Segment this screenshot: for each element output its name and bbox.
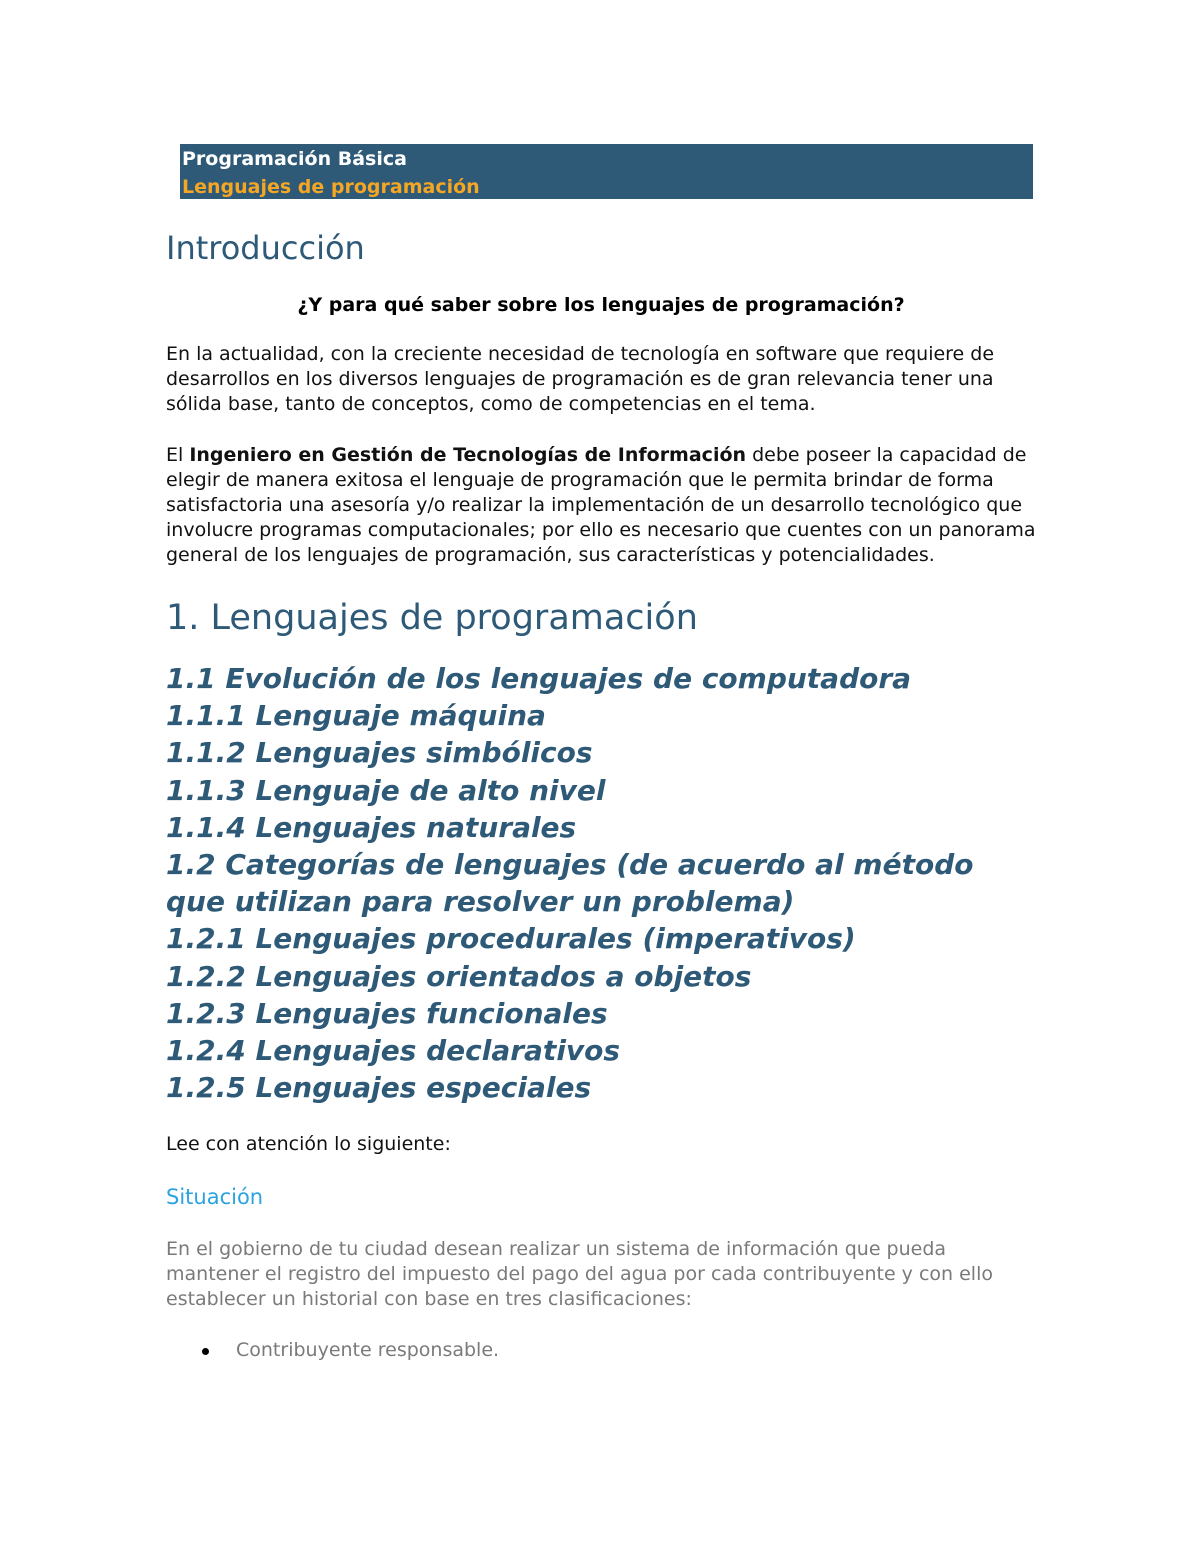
toc-item-1-1-1: 1.1.1 Lenguaje máquina: [166, 699, 546, 733]
paragraph-2-rest: debe poseer la capacidad de elegir de manera exitosa el lenguaje de programación que le permita brindar de forma satisfactoria una asesoría y/o realizar la implementación de un desarrollo tecnológico que involucre programas computacionales; por ello es necesario que cuentes con un panorama general de los lenguajes de programación, sus características y potencialidades.: [166, 444, 1036, 566]
paragraph-2-prefix: El: [166, 444, 190, 466]
bullet-icon: [202, 1348, 209, 1355]
course-title: Programación Básica: [182, 148, 407, 170]
situation-text: En el gobierno de tu ciudad desean realizar un sistema de información que pueda mantener el registro del impuesto del pago del agua por cada contribuyente y con ello establecer un historial con base en tres clasificaciones:: [166, 1238, 993, 1311]
intro-paragraph-1: En la actualidad, con la creciente necesidad de tecnología en software que requiere de desarrollos en los diversos lenguajes de programación es de gran relevancia tener una sólida base, tanto de conceptos, como de competencias en el tema.: [166, 343, 995, 415]
document-header: [180, 144, 1033, 199]
toc-item-1-2-2: 1.2.2 Lenguajes orientados a objetos: [166, 959, 752, 993]
intro-heading: Introducción: [166, 229, 365, 267]
toc-item-1-1-2: 1.1.2 Lenguajes simbólicos: [166, 736, 593, 770]
toc-item-1-2-1: 1.2.1 Lenguajes procedurales (imperativos): [166, 922, 856, 956]
toc-item-1-1-3: 1.1.3 Lenguaje de alto nivel: [166, 773, 606, 807]
toc-item-1-2-4: 1.2.4 Lenguajes declarativos: [166, 1034, 621, 1068]
toc-item-1-2: 1.2 Categorías de lenguajes (de acuerdo al método que utilizan para resolver un problema): [166, 848, 974, 919]
table-of-contents: [166, 660, 1036, 1106]
intro-paragraph-2: [166, 443, 1036, 568]
toc-item-1-2-3: 1.2.3 Lenguajes funcionales: [166, 996, 608, 1030]
situation-heading: Situación: [166, 1185, 264, 1210]
engineer-title: Ingeniero en Gestión de Tecnologías de Información: [189, 444, 747, 466]
list-item-text: Contribuyente responsable.: [236, 1339, 500, 1362]
section-heading: 1. Lenguajes de programación: [166, 598, 698, 638]
toc-item-1-2-5: 1.2.5 Lenguajes especiales: [166, 1071, 592, 1105]
document-body: [166, 224, 1036, 1363]
toc-item-1-1-4: 1.1.4 Lenguajes naturales: [166, 810, 577, 844]
intro-question: ¿Y para qué saber sobre los lenguajes de programación?: [297, 294, 905, 316]
topic-title: Lenguajes de programación: [182, 176, 480, 198]
classification-list: [166, 1338, 1036, 1363]
toc-item-1-1: 1.1 Evolución de los lenguajes de computadora: [166, 662, 912, 695]
list-item: [166, 1338, 1036, 1363]
reading-prompt: Lee con atención lo siguiente:: [166, 1133, 451, 1156]
